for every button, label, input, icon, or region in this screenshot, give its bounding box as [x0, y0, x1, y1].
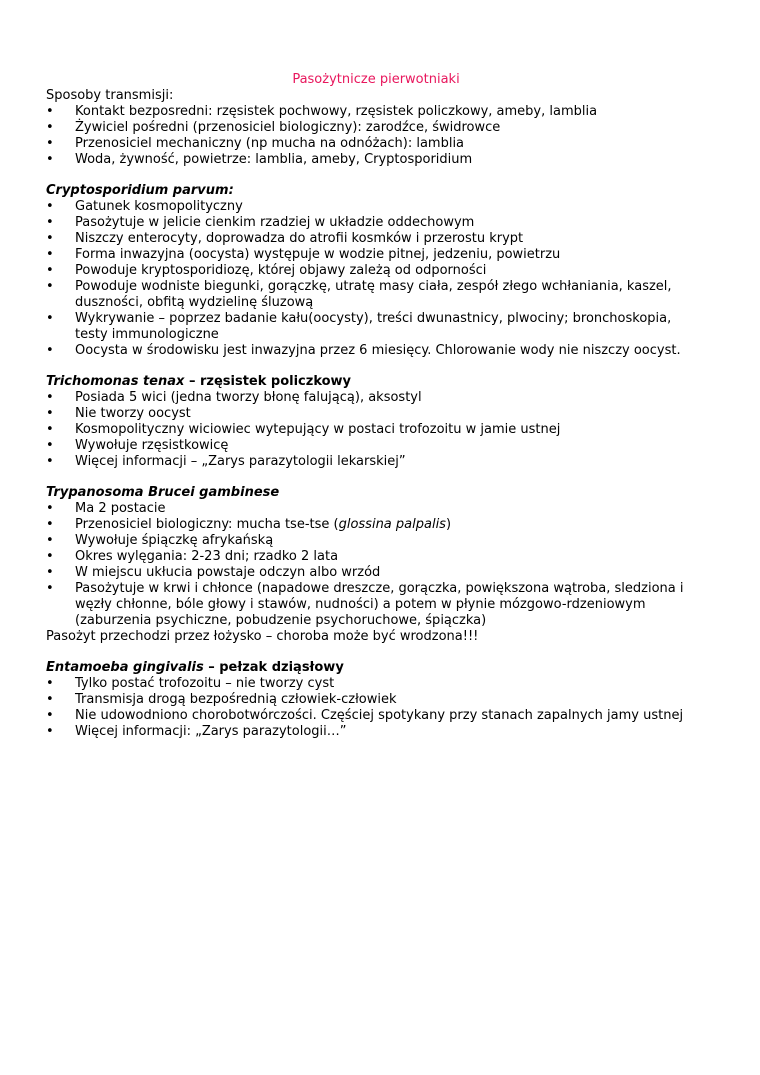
bullet-icon: • [46, 231, 54, 246]
list-item: • Nie udowodniono chorobotwórczości. Częściej spotykany przy stanach zapalnych jamy ustnej [46, 708, 684, 723]
bullet-icon: • [46, 438, 54, 453]
common-name: – rzęsistek policzkowy [184, 374, 352, 389]
list-item: • Więcej informacji: „Zarys parazytologii…” [46, 724, 347, 739]
bullet-icon: • [46, 406, 54, 421]
list-item: • Pasożytuje w krwi i chłonce (napadowe dreszcze, gorączka, powiększona wątroba, sledziona i węzły chłonne, bóle głowy i stawów, nudności) a potem w płynie mózgowo-rdzeniowym (zaburzenia psychiczne, pobudzenie psychoruchowe, śpiączka) [46, 581, 684, 628]
bullet-icon: • [46, 549, 54, 564]
list-item: • Oocysta w środowisku jest inwazyjna przez 6 miesięcy. Chlorowanie wody nie niszczy oocyst. [46, 343, 681, 358]
bullet-icon: • [46, 343, 54, 358]
transmission-list [46, 104, 706, 168]
list-item: • Tylko postać trofozoitu – nie tworzy cyst [46, 676, 335, 691]
transmission-heading: Sposoby transmisji: [46, 88, 174, 103]
bullet-icon: • [46, 676, 54, 691]
list-item: • Woda, żywność, powietrze: lamblia, ameby, Cryptosporidium [46, 152, 473, 167]
trypanosoma-list [46, 501, 706, 629]
bullet-icon: • [46, 724, 54, 739]
bullet-icon: • [46, 215, 54, 230]
list-item: • Przenosiciel biologiczny: mucha tse-tse (glossina palpalis) [46, 517, 452, 532]
document-title: Pasożytnicze pierwotniaki [292, 72, 460, 87]
bullet-icon: • [46, 692, 54, 707]
list-item: • Żywiciel pośredni (przenosiciel biologiczny): zarodźce, świdrowce [46, 120, 501, 135]
list-item: • Powoduje wodniste biegunki, gorączkę, utratę masy ciała, zespół złego wchłaniania, kaszel, duszności, obfitą wydzielinę śluzową [46, 279, 672, 310]
species-name: Cryptosporidium parvum: [46, 183, 234, 198]
list-item: • Pasożytuje w jelicie cienkim rzadziej w układzie oddechowym [46, 215, 475, 230]
species-name: Entamoeba gingivalis [46, 660, 204, 675]
section-heading-trypanosoma [46, 485, 706, 501]
bullet-icon: • [46, 247, 54, 262]
common-name: – pełzak dziąsłowy [203, 660, 344, 675]
list-item: • Transmisja drogą bezpośrednią człowiek-człowiek [46, 692, 397, 707]
bullet-icon: • [46, 517, 54, 532]
bullet-icon: • [46, 136, 54, 151]
trypanosoma-note: Pasożyt przechodzi przez łożysko – choroba może być wrodzona!!! [46, 629, 479, 644]
list-item: • Nie tworzy oocyst [46, 406, 191, 421]
bullet-icon: • [46, 120, 54, 135]
list-item: • Ma 2 postacie [46, 501, 166, 516]
list-item: • Wywołuje rzęsistkowicę [46, 438, 229, 453]
list-item: • Wywołuje śpiączkę afrykańską [46, 533, 274, 548]
list-item: • W miejscu ukłucia powstaje odczyn albo wrzód [46, 565, 381, 580]
list-item: • Posiada 5 wici (jedna tworzy błonę falującą), aksostyl [46, 390, 422, 405]
bullet-icon: • [46, 311, 54, 326]
species-name: Trypanosoma Brucei gambinese [46, 485, 280, 500]
bullet-icon: • [46, 422, 54, 437]
section-heading-trichomonas [46, 374, 706, 390]
list-item: • Gatunek kosmopolityczny [46, 199, 243, 214]
bullet-icon: • [46, 501, 54, 516]
bullet-icon: • [46, 263, 54, 278]
list-item: • Powoduje kryptosporidiozę, której objawy zależą od odporności [46, 263, 487, 278]
cryptosporidium-list [46, 199, 706, 359]
bullet-icon: • [46, 565, 54, 580]
bullet-icon: • [46, 454, 54, 469]
list-item: • Niszczy enterocyty, doprowadza do atrofii kosmków i przerostu krypt [46, 231, 524, 246]
bullet-icon: • [46, 533, 54, 548]
bullet-icon: • [46, 104, 54, 119]
list-item: • Kontakt bezposredni: rzęsistek pochwowy, rzęsistek policzkowy, ameby, lamblia [46, 104, 598, 119]
list-item: • Kosmopolityczny wiciowiec wytepujący w postaci trofozoitu w jamie ustnej [46, 422, 561, 437]
list-item: • Forma inwazyjna (oocysta) występuje w wodzie pitnej, jedzeniu, powietrzu [46, 247, 561, 262]
species-name: Trichomonas tenax [46, 374, 185, 389]
list-item: • Więcej informacji – „Zarys parazytologii lekarskiej” [46, 454, 406, 469]
vector-species: glossina palpalis [338, 517, 446, 532]
list-item: • Przenosiciel mechaniczny (np mucha na odnóżach): lamblia [46, 136, 465, 151]
bullet-icon: • [46, 581, 54, 596]
bullet-icon: • [46, 279, 54, 294]
list-item: • Okres wylęgania: 2-23 dni; rzadko 2 lata [46, 549, 339, 564]
document-page [46, 72, 706, 740]
section-heading-entamoeba [46, 660, 706, 676]
section-heading-cryptosporidium [46, 183, 706, 199]
trichomonas-list [46, 390, 706, 470]
list-item: • Wykrywanie – poprzez badanie kału(oocysty), treści dwunastnicy, plwociny; bronchoskopia, testy immunologiczne [46, 311, 672, 342]
entamoeba-list [46, 676, 706, 740]
bullet-icon: • [46, 390, 54, 405]
bullet-icon: • [46, 152, 54, 167]
bullet-icon: • [46, 708, 54, 723]
bullet-icon: • [46, 199, 54, 214]
